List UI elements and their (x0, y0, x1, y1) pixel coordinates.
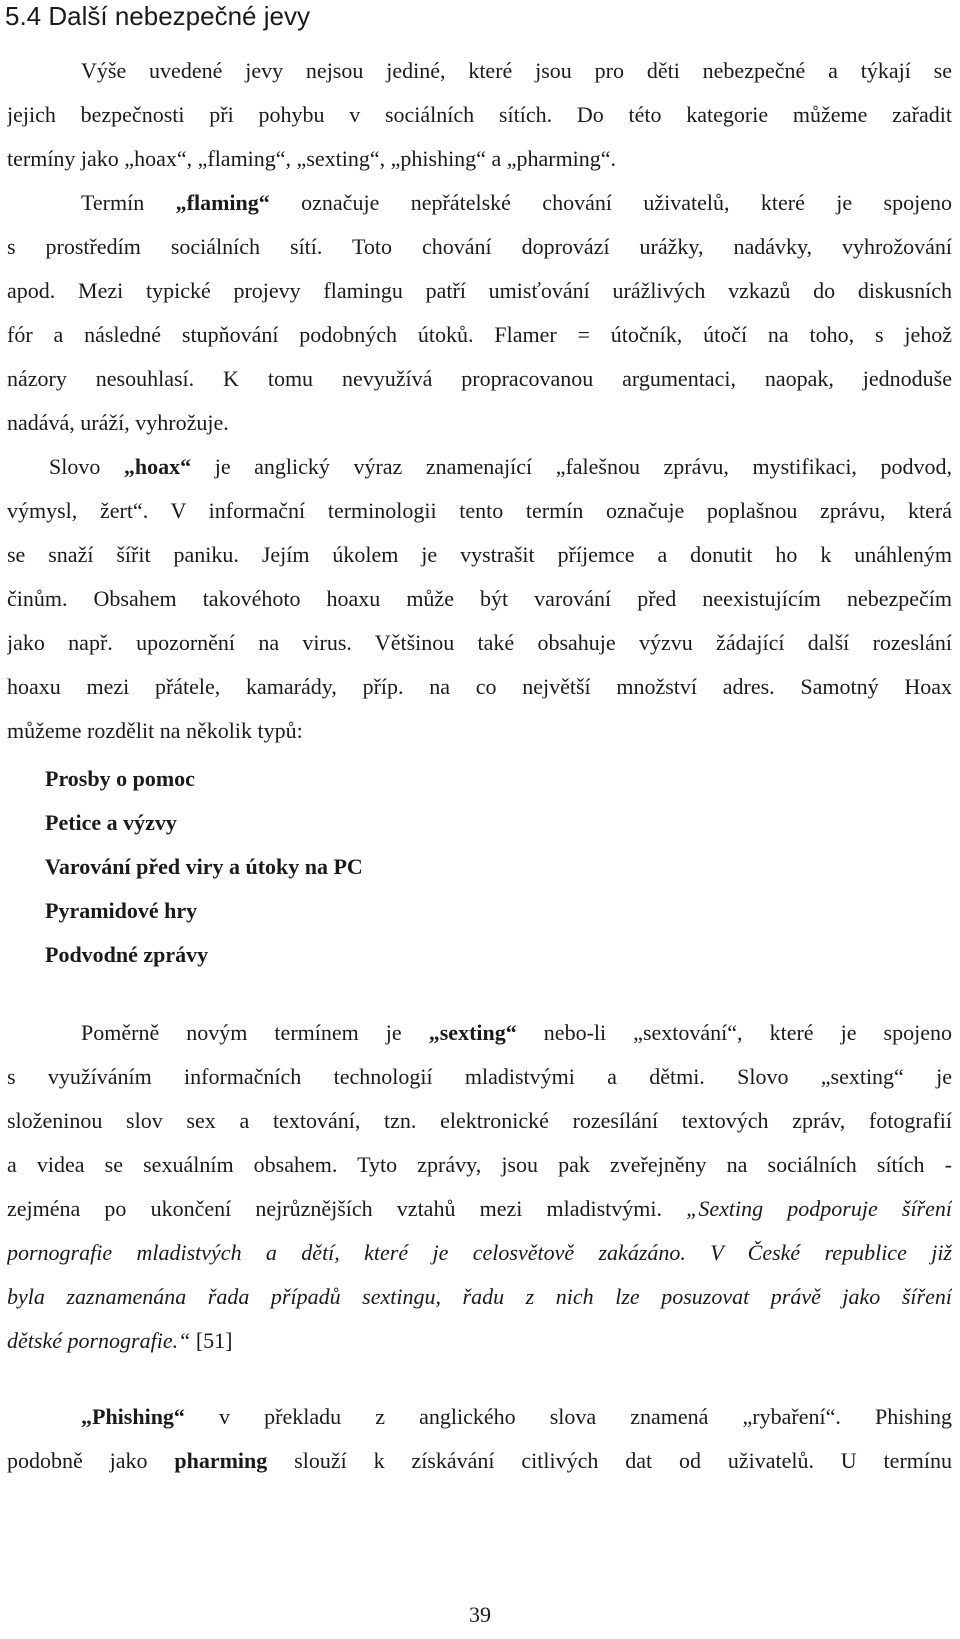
pharming-term: pharming (174, 1448, 268, 1473)
hoax-line-1-end: je anglický výraz znamenající „falešnou zprávu, mystifikaci, podvod, (191, 454, 952, 479)
sexting-line-1-end: nebo-li „sextování“, které je spojeno (516, 1020, 952, 1045)
phishing-line-1 (7, 1402, 952, 1432)
hoax-line-4: činům. Obsahem takovéhoto hoaxu může být varování před neexistujícím nebezpečím (7, 586, 952, 611)
flaming-line-6: nadává, uráží, vyhrožuje. (7, 410, 229, 435)
phishing-line-2-start: podobně jako (7, 1448, 175, 1473)
flaming-line-1-start: Termín (81, 190, 176, 215)
hoax-term: „hoax“ (123, 454, 192, 479)
sexting-line-5 (7, 1194, 952, 1224)
flaming-line-4: fór a následné stupňování podobných útoků. Flamer = útočník, útočí na toho, s jehož (7, 322, 952, 347)
phishing-line-2 (7, 1446, 952, 1476)
hoax-line-2: výmysl, žert“. V informační terminologii tento termín označuje poplašnou zprávu, která (7, 498, 952, 523)
phishing-line-1-end: v překladu z anglického slova znamená „rybaření“. Phishing (184, 1404, 952, 1429)
phishing-term: „Phishing“ (81, 1404, 185, 1429)
hoax-line-7: můžeme rozdělit na několik typů: (7, 718, 303, 743)
phishing-line-2-end: slouží k získávání citlivých dat od uživatelů. U termínu (267, 1448, 952, 1473)
flaming-term: „flaming“ (175, 190, 270, 215)
hoax-type-item: Pyramidové hry (45, 898, 198, 923)
sexting-line-1 (7, 1018, 952, 1048)
section-heading: 5.4 Další nebezpečné jevy (5, 1, 310, 31)
hoax-type-item: Prosby o pomoc (45, 766, 195, 791)
sexting-quote-line-7: byla zaznamenána řada případů sextingu, řadu z nich lze posuzovat právě jako šíření (7, 1284, 952, 1309)
flaming-line-3: apod. Mezi typické projevy flamingu patří umisťování urážlivých vzkazů do diskusních (7, 278, 952, 303)
hoax-line-1 (7, 452, 952, 482)
sexting-line-7 (7, 1282, 952, 1312)
intro-line-1: Výše uvedené jevy nejsou jediné, které jsou pro děti nebezpečné a týkají se (81, 58, 952, 83)
flaming-line-1 (7, 188, 952, 218)
flaming-line-2: s prostředím sociálních sítí. Toto chování doprovází urážky, nadávky, vyhrožování (7, 234, 952, 259)
sexting-term: „sexting“ (428, 1020, 517, 1045)
sexting-line-4: a videa se sexuálním obsahem. Tyto zprávy, jsou pak zveřejněny na sociálních sítích - (7, 1152, 952, 1177)
sexting-line-5-start: zejména po ukončení nejrůznějších vztahů mezi mladistvými. (7, 1196, 687, 1221)
hoax-type-item: Varování před viry a útoky na PC (45, 854, 363, 879)
hoax-type-item: Petice a výzvy (45, 810, 177, 835)
sexting-quote-line-6: pornografie mladistvých a dětí, které je celosvětově zakázáno. V České republice již (7, 1240, 952, 1265)
flaming-line-5: názory nesouhlasí. K tomu nevyužívá propracovanou argumentaci, naopak, jednoduše (7, 366, 952, 391)
hoax-line-6: hoaxu mezi přátele, kamarády, příp. na co největší množství adres. Samotný Hoax (7, 674, 952, 699)
sexting-line-6 (7, 1238, 952, 1268)
intro-line-3: termíny jako „hoax“, „flaming“, „sexting“, „phishing“ a „pharming“. (7, 146, 617, 171)
sexting-line-1-start: Poměrně novým termínem je (81, 1020, 429, 1045)
sexting-quote-start: „Sexting podporuje šíření (686, 1196, 952, 1221)
sexting-quote-end: dětské pornografie.“ (7, 1328, 191, 1353)
hoax-line-3: se snaží šířit paniku. Jejím úkolem je vystrašit příjemce a donutit ho k unáhleným (7, 542, 952, 567)
page-number: 39 (469, 1602, 491, 1627)
hoax-line-1-start: Slovo (49, 454, 124, 479)
intro-line-2: jejich bezpečnosti při pohybu v sociálních sítích. Do této kategorie můžeme zařadit (7, 102, 952, 127)
hoax-type-item: Podvodné zprávy (45, 942, 209, 967)
citation-reference: [51] (190, 1328, 233, 1353)
sexting-line-8 (7, 1326, 952, 1356)
sexting-line-2: s využíváním informačních technologií mladistvými a dětmi. Slovo „sexting“ je (7, 1064, 952, 1089)
hoax-line-5: jako např. upozornění na virus. Většinou také obsahuje výzvu žádající další rozeslání (7, 630, 952, 655)
flaming-line-1-end: označuje nepřátelské chování uživatelů, které je spojeno (269, 190, 952, 215)
sexting-line-3: složeninou slov sex a textování, tzn. elektronické rozesílání textových zpráv, fotografií (7, 1108, 952, 1133)
